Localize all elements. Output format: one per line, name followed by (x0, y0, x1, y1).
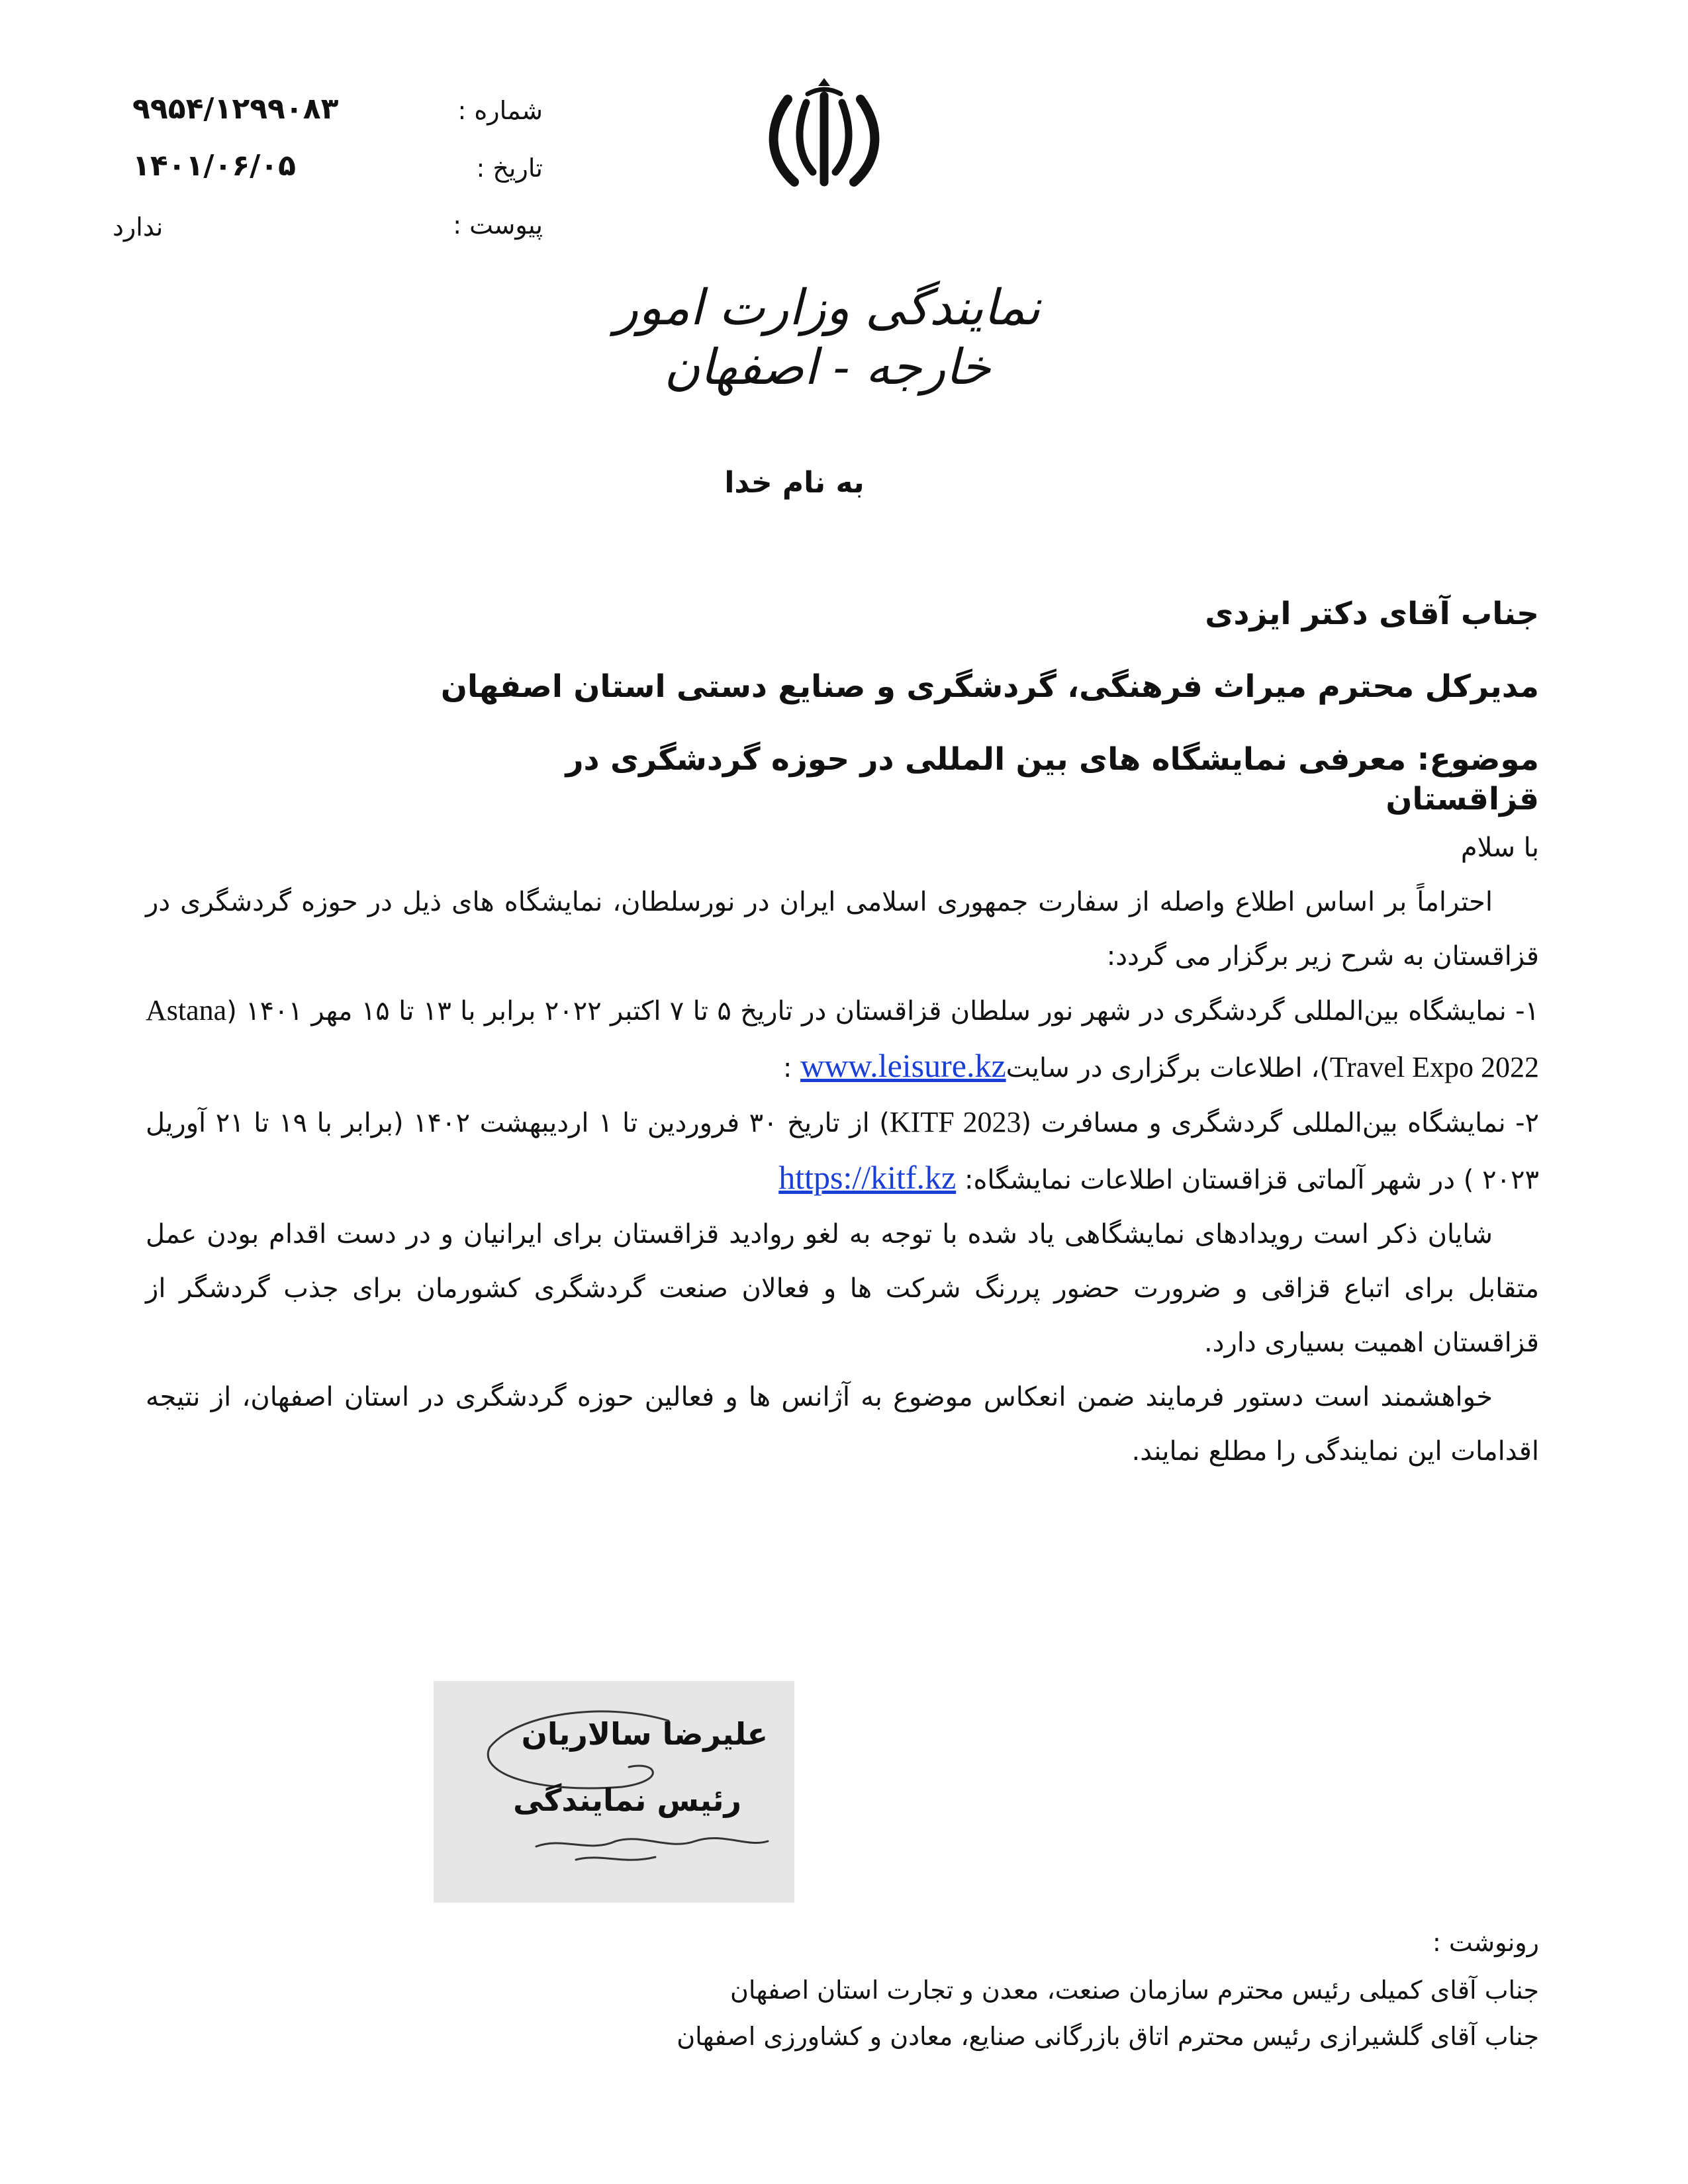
recipient-position: مدیرکل محترم میراث فرهنگی، گردشگری و صنایع دستی استان اصفهان (440, 668, 1539, 705)
signatory-title: رئیس نمایندگی (513, 1782, 741, 1818)
recipient-name: جناب آقای دکتر ایزدی (1205, 596, 1539, 632)
number-value: ۹۹۵۴/۱۲۹۹۰۸۳ (132, 92, 339, 126)
item2-expo-name: KITF 2023 (889, 1106, 1021, 1138)
agency-title: نمایندگی وزارت امور خارجه - اصفهان (614, 279, 1041, 396)
attachment-label: پیوست : (453, 210, 543, 240)
date-label: تاریخ : (476, 154, 543, 183)
item1-text: ۱- نمایشگاه بین‌المللی گردشگری در شهر نور سلطان قزاقستان در تاریخ ۵ تا ۷ اکتبر ۲۰۲۲ برابر با ۱۳ تا ۱۵ مهر ۱۴۰۱ ( (226, 996, 1539, 1026)
kitf-website-link[interactable]: https://kitf.kz (778, 1159, 957, 1196)
cc-recipient-1: جناب آقای کمیلی رئیس محترم سازمان صنعت، معدن و تجارت استان اصفهان (729, 1976, 1539, 2005)
letter-subject: موضوع: معرفی نمایشگاه های بین المللی در حوزه گردشگری در قزاقستان (565, 741, 1539, 817)
cc-recipient-2: جناب آقای گلشیرازی رئیس محترم اتاق بازرگانی صنایع، معادن و کشاورزی اصفهان (677, 2022, 1539, 2051)
request-paragraph: خواهشمند است دستور فرمایند ضمن انعکاس موضوع به آژانس ها و فعالین حوزه گردشگری در استان اصفهان، از نتیجه اقدامات این نمایندگی را مطلع نمایند. (146, 1382, 1539, 1467)
importance-paragraph: شایان ذکر است رویدادهای نمایشگاهی یاد شده با توجه به لغو روادید قزاقستان برای ایرانیان و در دست اقدام بودن عمل متقابل برای اتباع قزاقی و ضرورت حضور پررنگ شرکت ها و فعالان صنعت گردشگری کشورمان برای جذب گردشگر از قزاقستان اهمیت بسیاری دارد. (146, 1219, 1539, 1358)
date-value: ۱۴۰۱/۰۶/۰۵ (132, 149, 296, 183)
item1-end: : (782, 1053, 801, 1083)
item1-tail: )، اطلاعات برگزاری در سایت (1006, 1053, 1330, 1083)
letter-body (146, 821, 1539, 1479)
item2-text: ۲- نمایشگاه بین‌المللی گردشگری و مسافرت ( (1021, 1108, 1540, 1138)
leisure-website-link[interactable]: www.leisure.kz (800, 1047, 1006, 1084)
item2-tail: ) از تاریخ ۳۰ فروردین تا ۱ اردیبهشت ۱۴۰۲ (برابر با ۱۹ تا ۲۱ آوریل ۲۰۲۳ ) در شهر آلماتی قزاقستان اطلاعات نمایشگاه: (146, 1108, 1539, 1195)
exhibition-item-2 (146, 1095, 1539, 1207)
signatory-name: علیرضا سالاریان (521, 1716, 768, 1752)
cc-label: رونوشت : (1432, 1928, 1539, 1957)
item1-expo-name: Astana Travel Expo 2022 (146, 994, 1539, 1083)
number-label: شماره : (457, 96, 543, 125)
intro-paragraph: احتراماً بر اساس اطلاع واصله از سفارت جمهوری اسلامی ایران در نورسلطان، نمایشگاه های ذیل در حوزه گردشگری در قزاقستان به شرح زیر برگزار می گردد: (146, 887, 1539, 972)
basmala-heading: به نام خدا (724, 466, 865, 500)
exhibition-item-1 (146, 983, 1539, 1095)
iran-emblem-icon (761, 73, 887, 199)
greeting: با سلام (1460, 833, 1539, 863)
attachment-value: ندارد (113, 212, 164, 242)
